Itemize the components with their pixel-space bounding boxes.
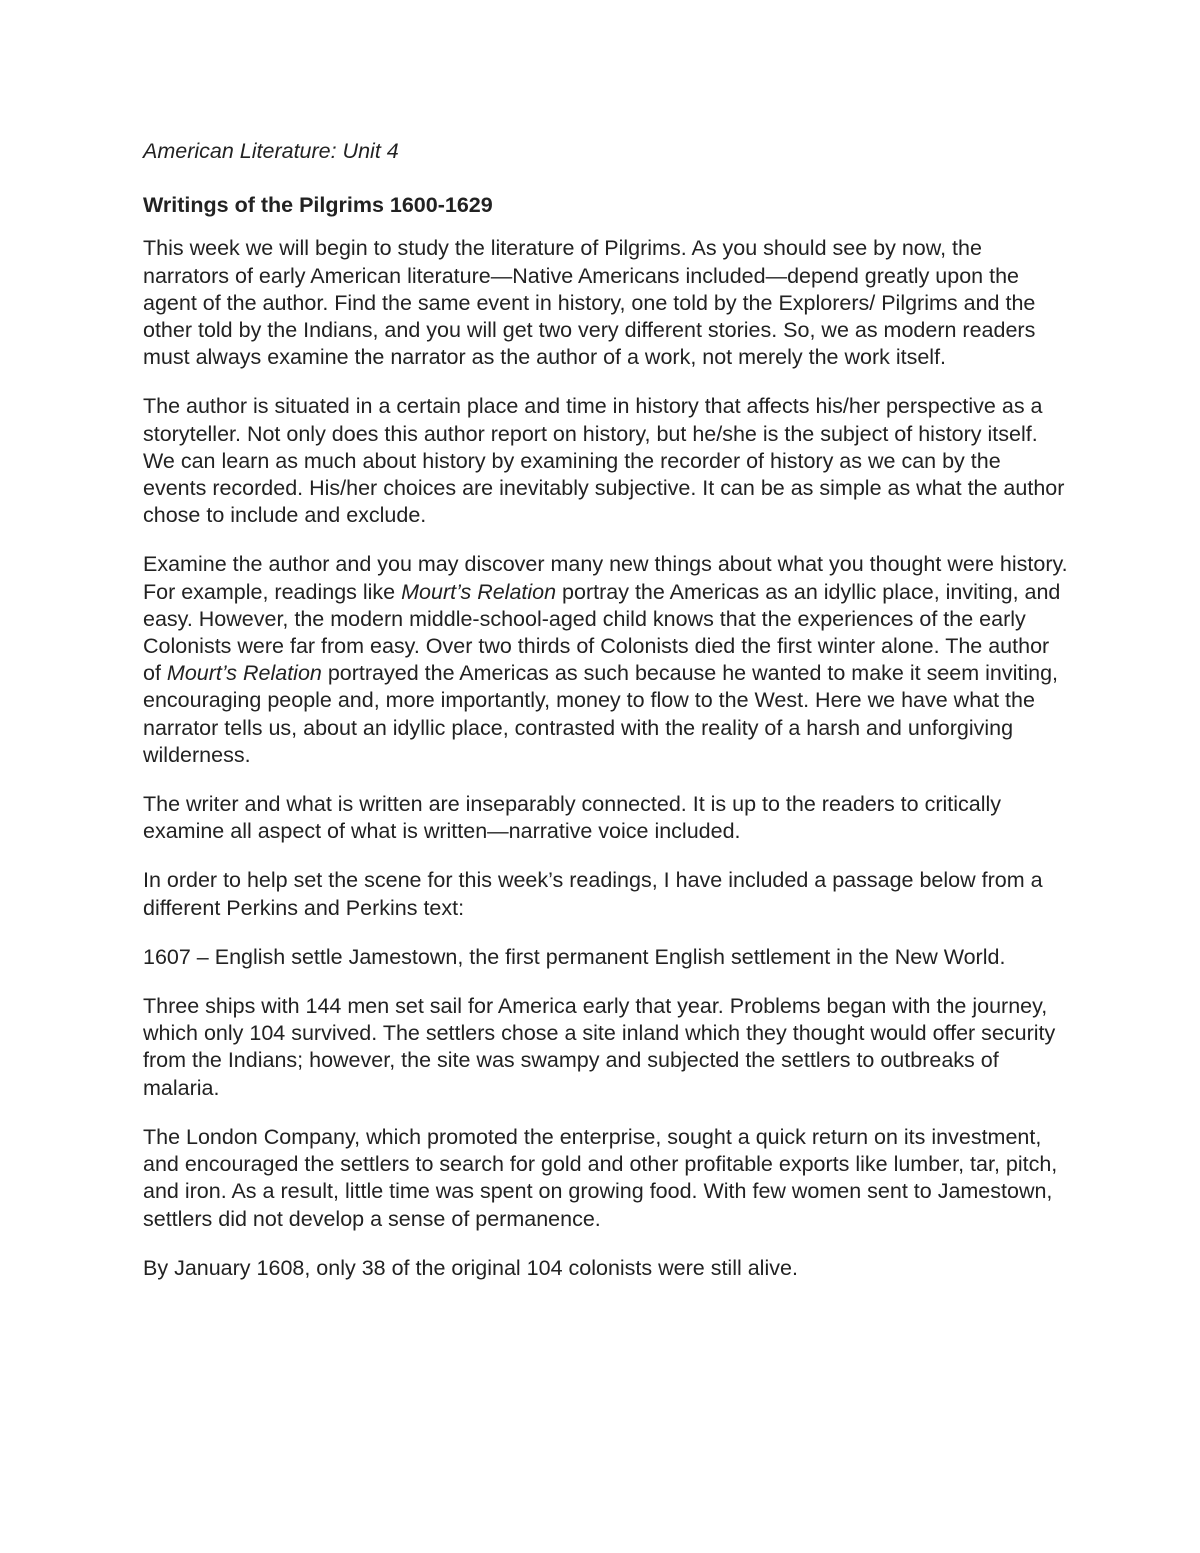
paragraph-three-ships: Three ships with 144 men set sail for America early that year. Problems began with the journey, which only 104 survived. The settlers chose a site inland which they thought would offer security from the Indians; however, the site was swampy and subjected the settlers to outbreaks of malaria. xyxy=(143,994,1056,1100)
course-title: American Literature: Unit 4 xyxy=(143,139,399,163)
paragraph-intro: This week we will begin to study the literature of Pilgrims. As you should see by now, the narrators of early American literature—Native Americans included—depend greatly upon the agent of the author. Find the same event in history, one told by the Explorers/ Pilgrims and the other told by the Indians, and you will get two very different stories. So, we as modern readers must always examine the narrator as the author of a work, not merely the work itself. xyxy=(143,236,1036,370)
paragraph-london-company: The London Company, which promoted the enterprise, sought a quick return on its investment, and encouraged the settlers to search for gold and other profitable exports like lumber, tar, pitch, and iron. As a result, little time was spent on growing food. With few women sent to Jamestown, settlers did not develop a sense of permanence. xyxy=(143,1124,1058,1231)
paragraph-text: Examine the author and you may discover many new things about what you thought were history. For example, readings like xyxy=(143,552,1068,604)
paragraph-january-1608: By January 1608, only 38 of the original 104 colonists were still alive. xyxy=(143,1255,798,1280)
document-body xyxy=(143,138,1068,1304)
paragraph-jamestown-1607: 1607 – English settle Jamestown, the first permanent English settlement in the New World. xyxy=(143,944,1006,969)
paragraph-passage-intro: In order to help set the scene for this week’s readings, I have included a passage below from a different Perkins and Perkins text: xyxy=(143,868,1043,920)
section-title: Writings of the Pilgrims 1600-1629 xyxy=(143,193,493,218)
paragraph-mourts-relation xyxy=(143,551,1068,769)
book-title: Mourt’s Relation xyxy=(401,579,557,604)
paragraph-text: portrayed the Americas as such because he wanted to make it seem inviting, encouraging people and, more importantly, money to flow to the West. Here we have what the narrator tells us, about an idyllic place, contrasted with the reality of a harsh and unforgiving wilderness. xyxy=(143,661,1059,767)
paragraph-writer-connection: The writer and what is written are inseparably connected. It is up to the readers to critically examine all aspect of what is written—narrative voice included. xyxy=(143,792,1002,844)
book-title: Mourt’s Relation xyxy=(166,661,322,686)
paragraph-text: portray the Americas as an idyllic place, inviting, and easy. However, the modern middle-school-aged child knows that the experiences of the early Colonists were far from easy. Over two thirds of Colonists died the first winter alone. The author of xyxy=(143,579,1061,686)
paragraph-author-perspective: The author is situated in a certain place and time in history that affects his/her perspective as a storyteller. Not only does this author report on history, but he/she is the subject of history itself. We can learn as much about history by examining the recorder of history as we can by the events recorded. His/her choices are inevitably subjective. It can be as simple as what the author chose to include and exclude. xyxy=(143,394,1065,528)
